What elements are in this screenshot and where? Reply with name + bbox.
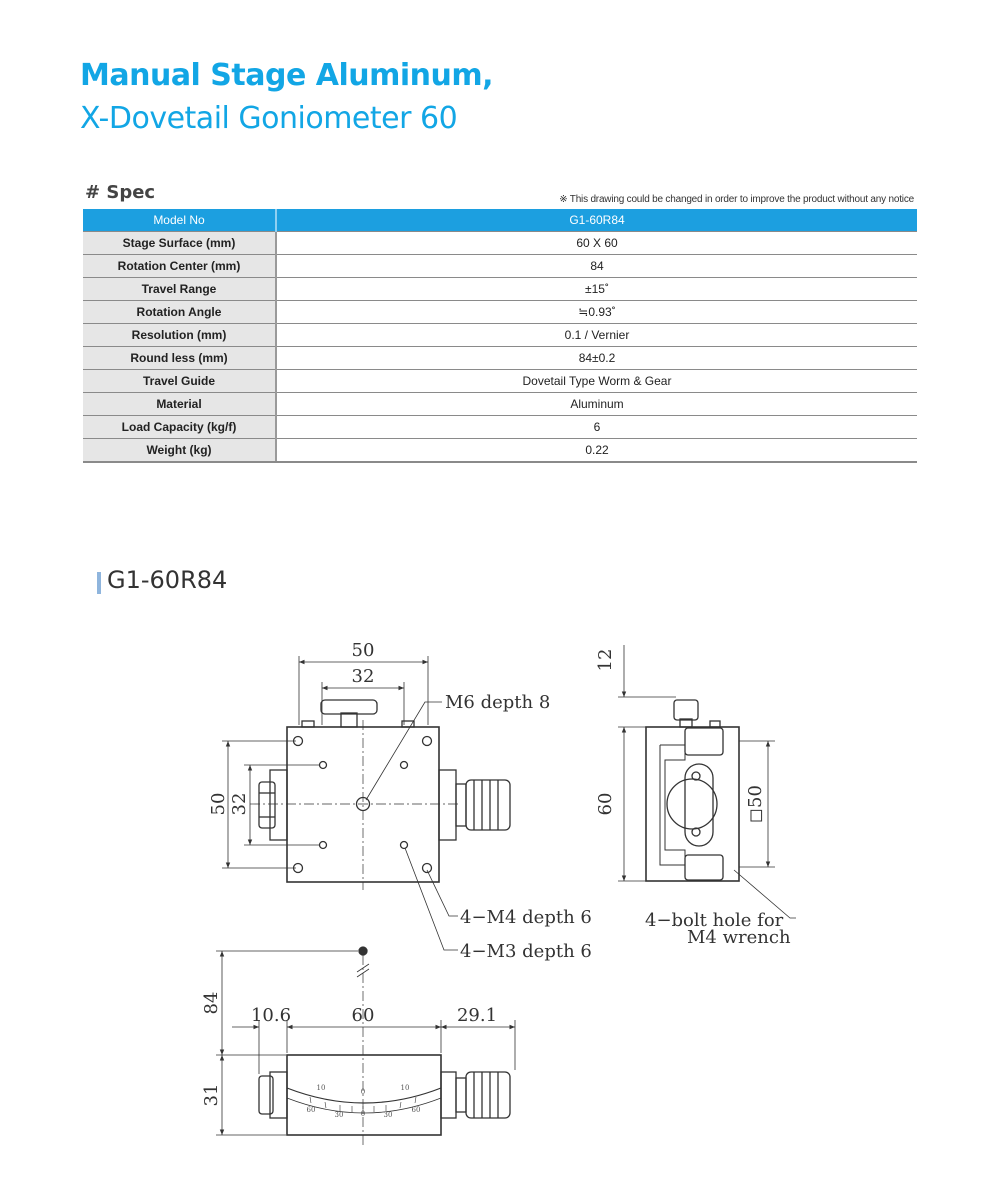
- dim-left-height-inner: 32: [229, 792, 250, 816]
- spec-label: Travel Guide: [83, 370, 276, 393]
- spec-label: Round less (mm): [83, 347, 276, 370]
- top-view-body: [287, 727, 439, 882]
- spec-value: 0.1 / Vernier: [276, 324, 917, 347]
- side-tab: [710, 721, 720, 727]
- page-title-line1: Manual Stage Aluminum,: [80, 58, 494, 93]
- dim-side-top: 12: [595, 648, 616, 672]
- left-housing: [270, 770, 287, 840]
- scale-mark: 30: [334, 1111, 344, 1119]
- top-knob: [321, 700, 377, 714]
- scale-mark: 0: [360, 1088, 366, 1096]
- drawing-notice: ※ This drawing could be changed in order to improve the product without any notice: [559, 194, 914, 205]
- scale-mark: 30: [383, 1111, 393, 1119]
- spec-label: Material: [83, 393, 276, 416]
- dovetail-profile: [660, 745, 685, 865]
- leader-m3: [405, 848, 458, 950]
- leader-m4: [427, 870, 458, 916]
- spec-value: 84±0.2: [276, 347, 917, 370]
- inner-hole: [320, 762, 327, 769]
- dim-front-right: 29.1: [456, 1005, 498, 1026]
- top-knob-stem: [341, 713, 357, 727]
- right-collar: [456, 784, 466, 826]
- scale-mark: 10: [400, 1084, 410, 1092]
- spec-value: 84: [276, 255, 917, 278]
- inner-hole: [401, 842, 408, 849]
- scale-mark: 10: [316, 1084, 326, 1092]
- right-housing: [439, 770, 456, 840]
- spec-header-label: Model No: [83, 209, 276, 232]
- inner-hole: [320, 842, 327, 849]
- spec-value: 60 X 60: [276, 232, 917, 255]
- scale-mark: 0: [360, 1110, 366, 1118]
- dim-top-width-outer: 50: [351, 640, 375, 661]
- section-title: G1-60R84: [107, 566, 228, 594]
- spec-label: Rotation Center (mm): [83, 255, 276, 278]
- dim-side-height: 60: [595, 792, 616, 816]
- label-hole-m4: 4−M4 depth 6: [460, 907, 592, 928]
- left-knob: [259, 782, 275, 828]
- side-bottom-block: [685, 855, 723, 880]
- label-hole-m3: 4−M3 depth 6: [460, 941, 592, 962]
- dim-front-width: 60: [351, 1005, 375, 1026]
- rotation-center-mark: [359, 947, 367, 955]
- spec-label: Weight (kg): [83, 439, 276, 463]
- dim-front-height: 31: [201, 1083, 222, 1107]
- front-left-knob: [259, 1076, 273, 1114]
- spec-value: Aluminum: [276, 393, 917, 416]
- spec-value: ≒0.93˚: [276, 301, 917, 324]
- dim-front-center-height: 84: [201, 991, 222, 1015]
- spec-label: Travel Range: [83, 278, 276, 301]
- spec-value: 6: [276, 416, 917, 439]
- worm-gear: [667, 779, 717, 829]
- front-view: [216, 947, 515, 1145]
- spec-label: Rotation Angle: [83, 301, 276, 324]
- dim-left-height-outer: 50: [208, 792, 229, 816]
- front-micrometer-knob: [466, 1072, 510, 1118]
- inner-hole: [401, 762, 408, 769]
- front-right-housing: [441, 1072, 456, 1118]
- label-center-hole: M6 depth 8: [445, 692, 551, 713]
- side-top-block: [685, 728, 723, 755]
- side-view: [618, 645, 796, 918]
- page-title-line2: X-Dovetail Goniometer 60: [80, 101, 458, 136]
- dim-front-left: 10.6: [250, 1005, 292, 1026]
- corner-hole: [423, 864, 432, 873]
- scale-mark: 60: [411, 1106, 421, 1114]
- side-knob: [674, 700, 698, 720]
- spec-label: Resolution (mm): [83, 324, 276, 347]
- spec-label: Stage Surface (mm): [83, 232, 276, 255]
- label-bolt-hole-line1: 4−bolt hole for: [645, 910, 784, 931]
- corner-hole: [423, 737, 432, 746]
- spec-value: 0.22: [276, 439, 917, 463]
- dim-top-width-inner: 32: [351, 666, 375, 687]
- top-tab-left: [302, 721, 314, 727]
- micrometer-knob: [466, 780, 510, 830]
- spec-heading: # Spec: [85, 182, 156, 203]
- spec-label: Load Capacity (kg/f): [83, 416, 276, 439]
- spec-header-value: G1-60R84: [276, 209, 917, 232]
- label-bolt-hole-line2: M4 wrench: [687, 927, 791, 948]
- scale-mark: 60: [306, 1106, 316, 1114]
- front-right-collar: [456, 1078, 466, 1112]
- dim-side-square: ◻50: [745, 785, 766, 823]
- spec-value: ±15˚: [276, 278, 917, 301]
- spec-value: Dovetail Type Worm & Gear: [276, 370, 917, 393]
